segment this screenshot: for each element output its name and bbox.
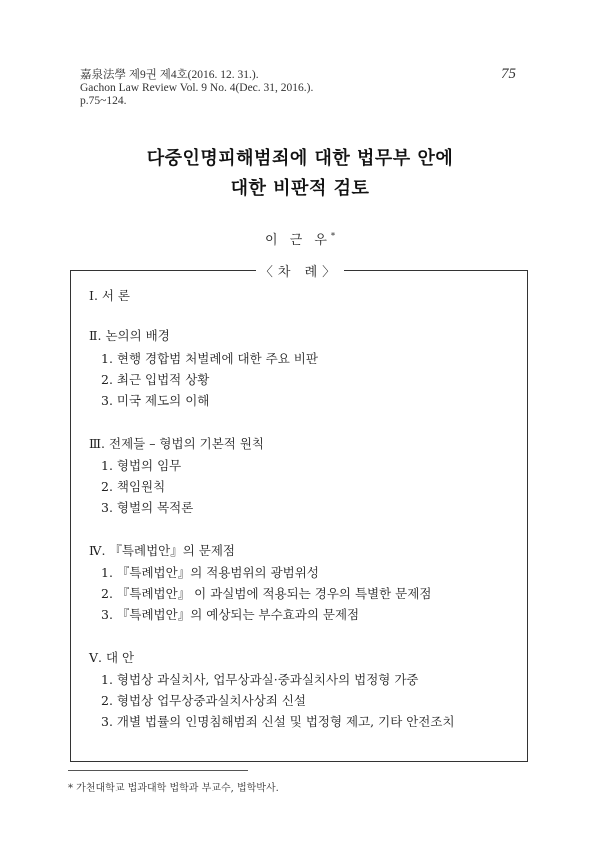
toc-section-heading: Ⅳ. 『특례법안』의 문제점 (89, 543, 236, 558)
author-affiliation-footnote: * 가천대학교 법과대학 법학과 부교수, 법학박사. (68, 783, 279, 794)
toc-item: 1. 『특례법안』의 적용범위의 광범위성 (101, 565, 319, 580)
paper-title-line-2: 대한 비판적 검토 (230, 178, 370, 199)
journal-citation-korean: 嘉泉法學 제9권 제4호(2016. 12. 31.). (80, 69, 259, 81)
toc-section-heading: Ⅰ. 서 론 (89, 288, 131, 303)
toc-item: 3. 미국 제도의 이해 (101, 393, 210, 408)
toc-item: 1. 형법의 임무 (101, 458, 182, 473)
toc-item: 2. 최근 입법적 상황 (101, 372, 210, 387)
toc-item: 1. 현행 경합범 처벌례에 대한 주요 비판 (101, 351, 318, 366)
toc-header (0, 261, 600, 280)
toc-section-heading: Ⅴ. 대 안 (89, 650, 135, 665)
toc-left-bracket: 〈 (259, 265, 278, 280)
journal-citation-pages: p.75~124. (80, 95, 127, 107)
toc-item: 2. 책임원칙 (101, 479, 166, 494)
toc-right-bracket: 〉 (322, 265, 341, 280)
toc-section-heading: Ⅲ. 전제들 – 형법의 기본적 원칙 (89, 436, 264, 451)
author-footnote-mark: * (330, 231, 335, 241)
toc-item: 1. 형법상 과실치사, 업무상과실·중과실치사의 법정형 가중 (101, 672, 419, 687)
journal-citation (80, 69, 313, 108)
author-name: 이 근 우 (265, 233, 331, 248)
toc-item: 3. 형벌의 목적론 (101, 500, 194, 515)
toc-item: 2. 『특례법안』 이 과실범에 적용되는 경우의 특별한 문제점 (101, 586, 432, 601)
author (0, 229, 600, 248)
journal-citation-english: Gachon Law Review Vol. 9 No. 4(Dec. 31, 2016.). (80, 82, 314, 94)
toc-item: 3. 개별 법률의 인명침해범죄 신설 및 법정형 제고, 기타 안전조치 (101, 714, 455, 729)
paper-title-line-1: 다중인명피해범죄에 대한 법무부 안에 (146, 148, 454, 169)
toc-section-heading: Ⅱ. 논의의 배경 (89, 328, 170, 343)
footnote-divider (68, 770, 248, 771)
page-number: 75 (501, 66, 516, 82)
toc-item: 3. 『특례법안』의 예상되는 부수효과의 문제점 (101, 607, 360, 622)
toc-item: 2. 형법상 업무상중과실치사상죄 신설 (101, 693, 306, 708)
toc-label: 차 례 (277, 265, 323, 280)
